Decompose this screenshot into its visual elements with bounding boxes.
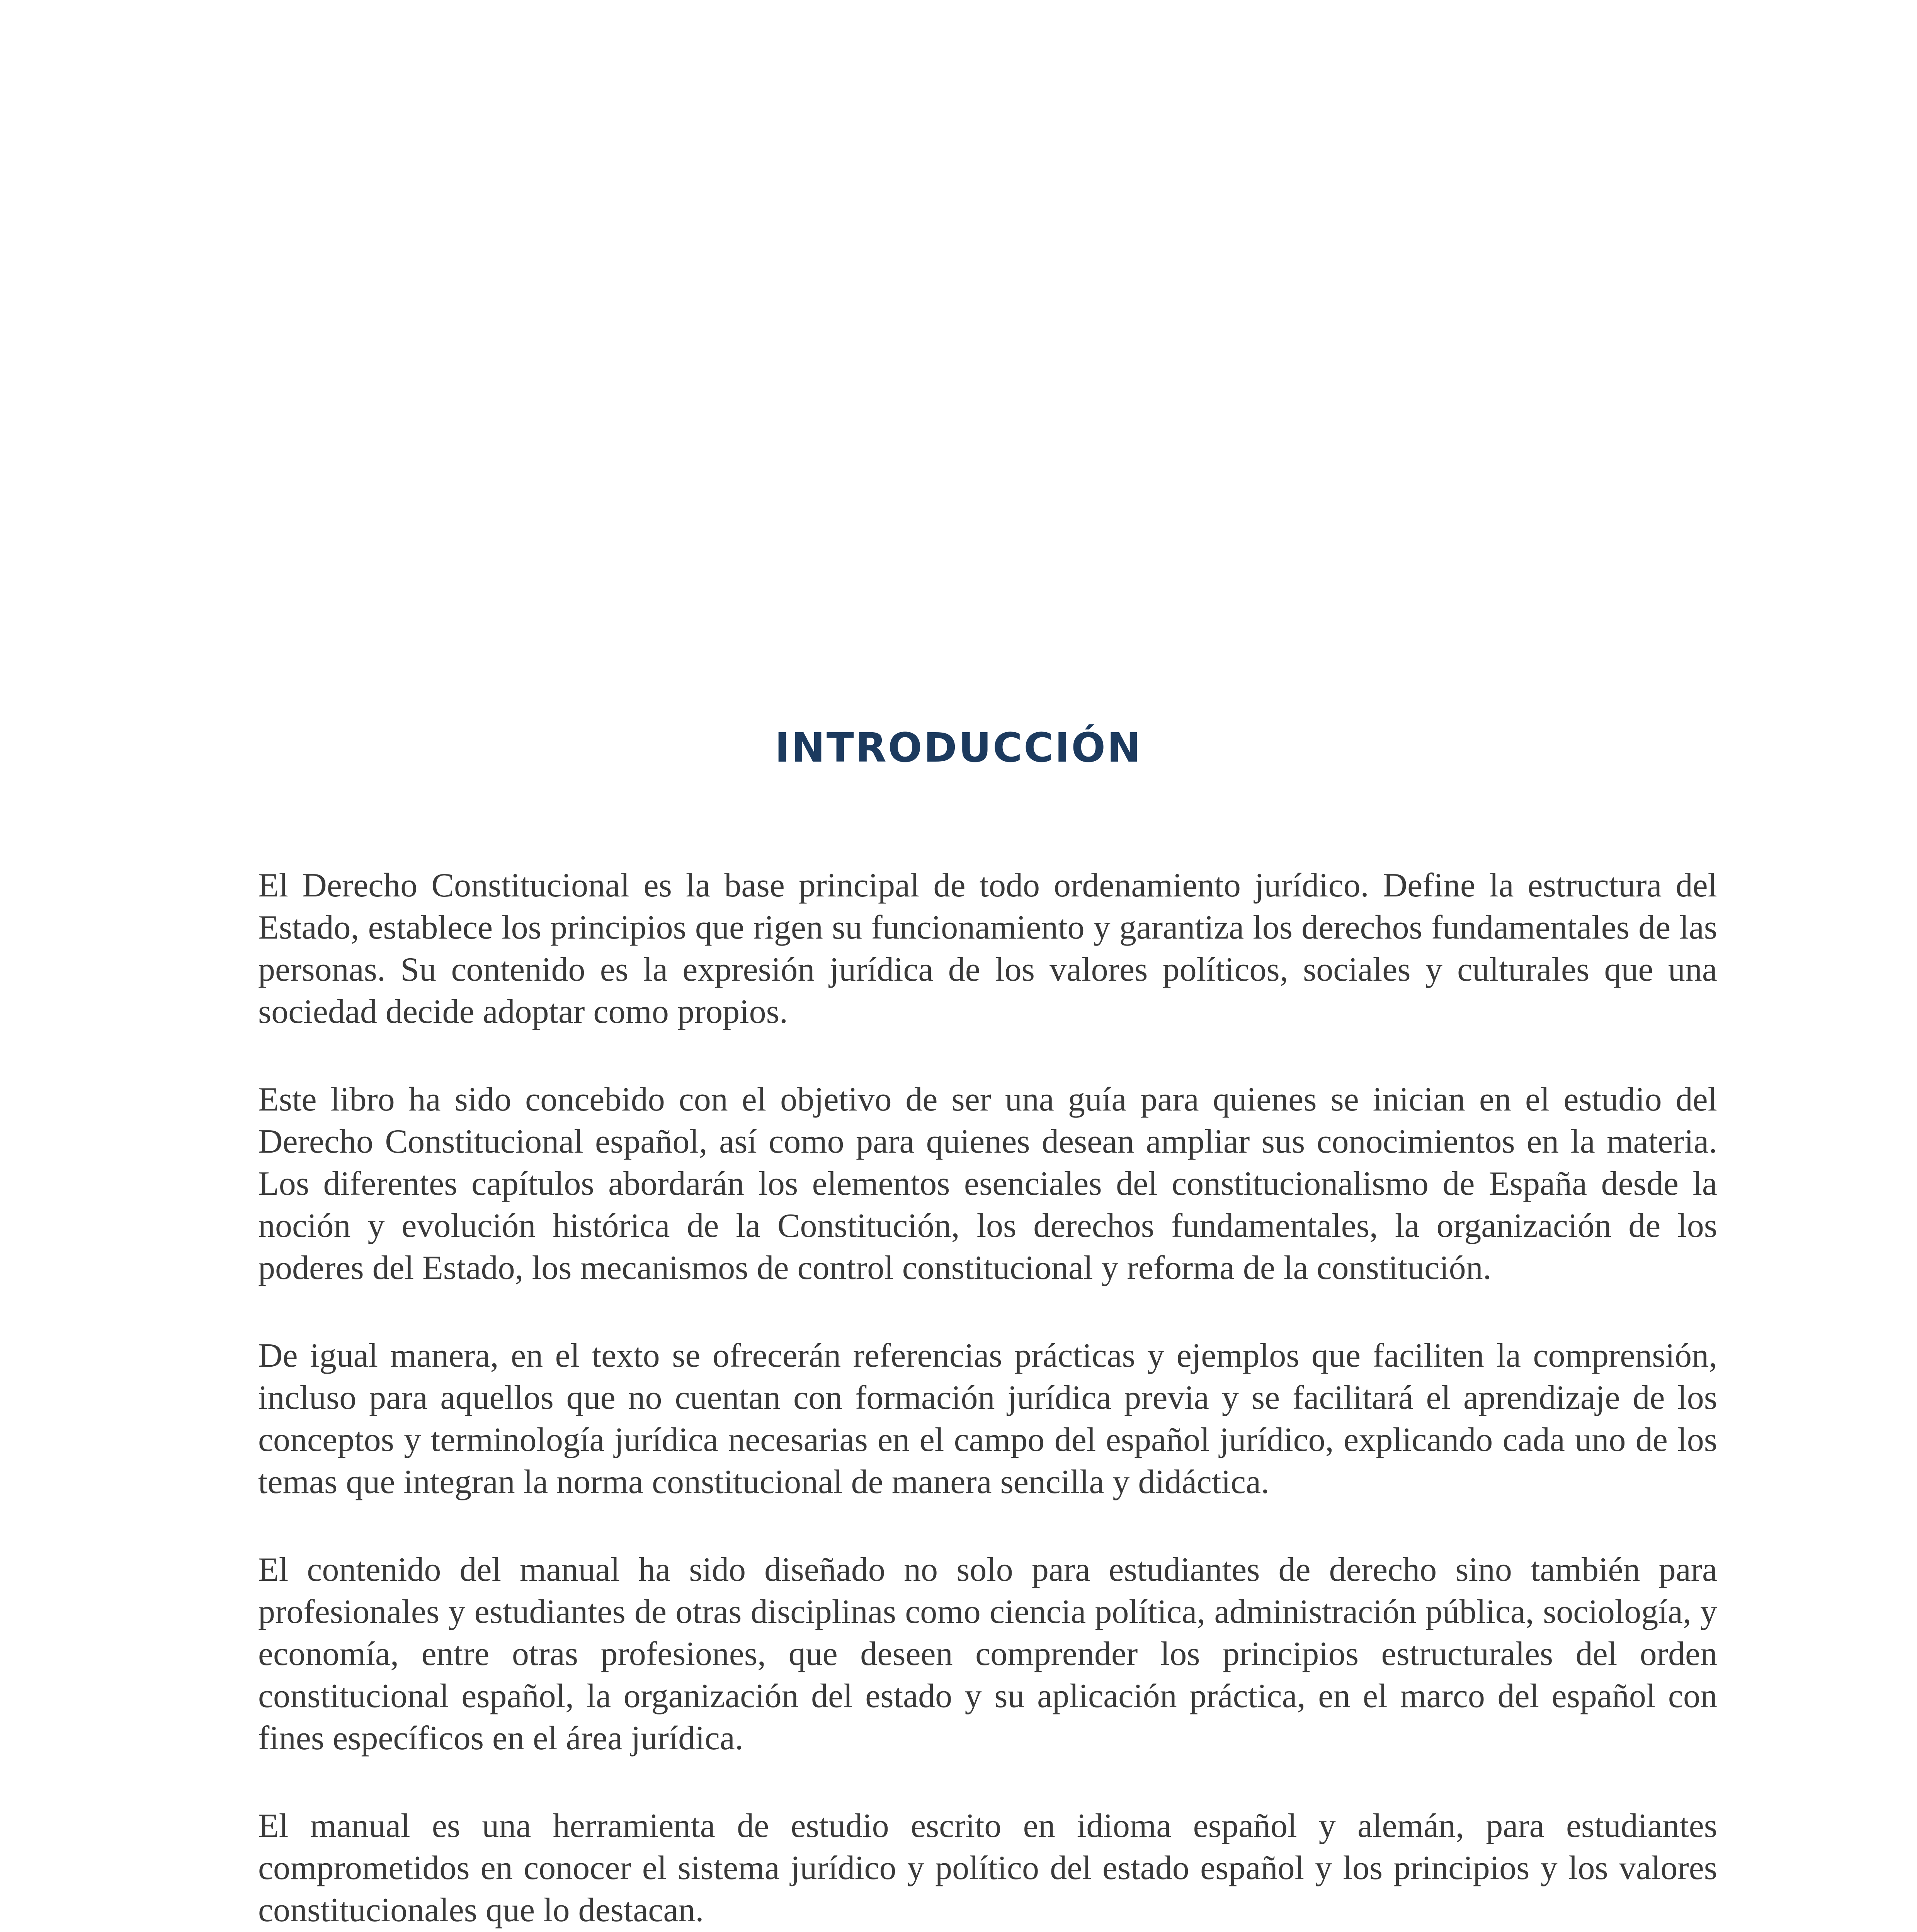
paragraph-3: De igual manera, en el texto se ofrecerán referencias prácticas y ejemplos que faciliten la comprensión, incluso para aquellos que no cuentan con formación jurídica previa y se facilitará el aprendizaje de los conceptos y terminología jurídica necesarias en el campo del español jurídico, explicando cada uno de los temas que integran la norma constitucional de manera sencilla y didáctica. — [258, 1337, 1717, 1501]
paragraph-1: El Derecho Constitucional es la base principal de todo ordenamiento jurídico. Define la estructura del Estado, establece los principios que rigen su funcionamiento y garantiza los derechos fundamentales de las personas. Su contenido es la expresión jurídica de los valores políticos, sociales y culturales que una sociedad decide adoptar como propios. — [258, 867, 1717, 1031]
paragraph-5: El manual es una herramienta de estudio escrito en idioma español y alemán, para estudiantes comprometidos en conocer el sistema jurídico y político del estado español y los principios y los valores constitucionales que lo destacan. — [258, 1807, 1717, 1929]
paragraph-4: El contenido del manual ha sido diseñado no solo para estudiantes de derecho sino también para profesionales y estudiantes de otras disciplinas como ciencia política, administración pública, sociología, y economía, entre otras profesiones, que deseen comprender los principios estructurales del orden constitucional español, la organización del estado y su aplicación práctica, en el marco del español con fines específicos en el área jurídica. — [258, 1551, 1717, 1757]
body-text — [258, 864, 1717, 1932]
page-title: INTRODUCCIÓN — [775, 724, 1142, 771]
paragraph-2: Este libro ha sido concebido con el objetivo de ser una guía para quienes se inician en el estudio del Derecho Constitucional español, así como para quienes desean ampliar sus conocimientos en la materia. Los diferentes capítulos abordarán los elementos esenciales del constitucionalismo de España desde la noción y evolución histórica de la Constitución, los derechos fundamentales, la organización de los poderes del Estado, los mecanismos de control constitucional y reforma de la constitución. — [258, 1081, 1717, 1287]
